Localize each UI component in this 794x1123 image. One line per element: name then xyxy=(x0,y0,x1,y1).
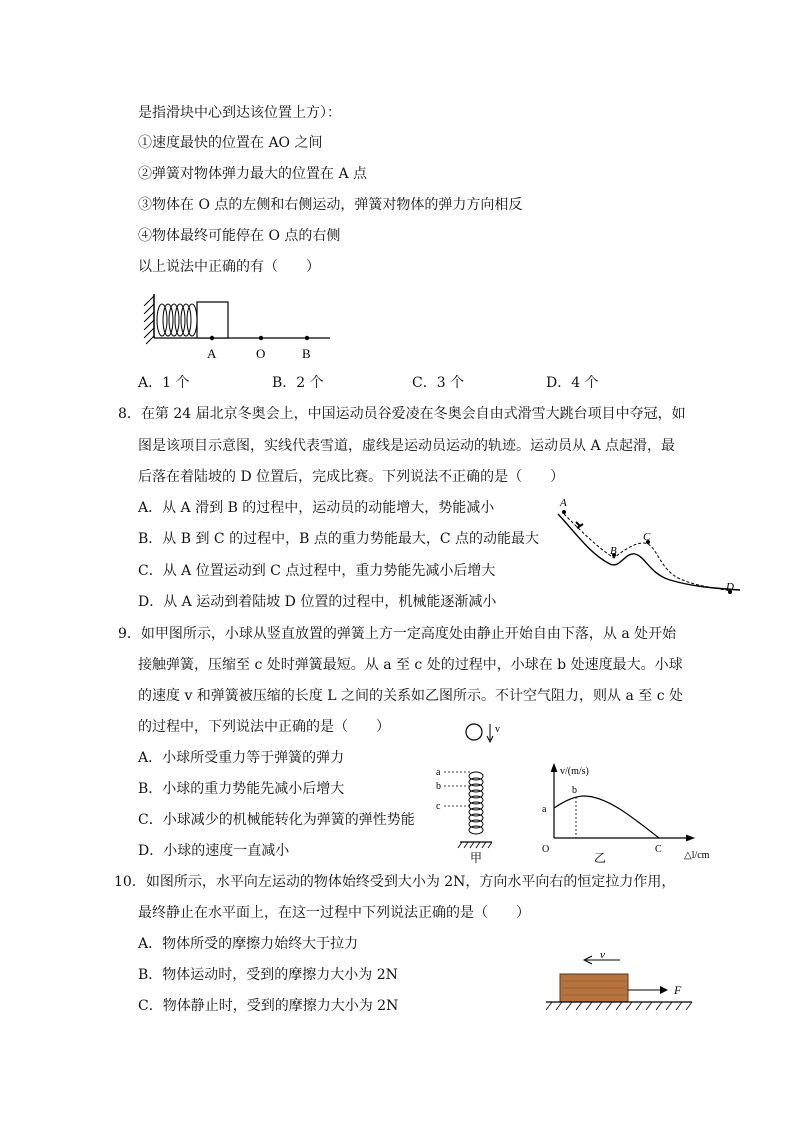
q8-line-1: 8．在第 24 届北京冬奥会上，中国运动员谷爱凌在冬奥会自由式滑雪大跳台项目中夺冠，如 xyxy=(118,406,686,422)
q8-label-c: C xyxy=(643,531,651,543)
q9-line-2: 接触弹簧，压缩至 c 处时弹簧最短。从 a 至 c 处的过程中，小球在 b 处速度最大。小球 xyxy=(138,657,683,673)
q9-option-d[interactable]: D．小球的速度一直减小 xyxy=(138,843,290,859)
q7-option-c[interactable]: C．3 个 xyxy=(412,375,465,391)
q9-jia-v: v xyxy=(495,724,500,735)
q9-jia-caption: 甲 xyxy=(470,851,483,865)
q7-label-b: B xyxy=(302,346,311,361)
q9-yi-a: a xyxy=(542,804,547,815)
q8-line-3: 后落在着陆坡的 D 位置后，完成比赛。下列说法不正确的是（ ） xyxy=(138,469,565,485)
q9-option-a[interactable]: A．小球所受重力等于弹簧的弹力 xyxy=(138,750,345,766)
q10-line-2: 最终静止在水平面上，在这一过程中下列说法正确的是（ ） xyxy=(138,905,530,921)
q8-option-b[interactable]: B．从 B 到 C 的过程中，B 点的重力势能最大，C 点的动能最大 xyxy=(138,531,539,547)
q8-ski-jump-figure xyxy=(550,492,750,606)
q7-statement-3: ③物体在 O 点的左侧和右侧运动，弹簧对物体的弹力方向相反 xyxy=(138,197,523,213)
q10-v-label: v xyxy=(600,949,605,961)
q9-option-c[interactable]: C．小球减少的机械能转化为弹簧的弹性势能 xyxy=(138,812,415,828)
q10-option-a[interactable]: A．物体所受的摩擦力始终大于拉力 xyxy=(138,936,359,952)
q7-option-a[interactable]: A．1 个 xyxy=(138,375,190,391)
q7-option-b[interactable]: B．2 个 xyxy=(272,375,324,391)
q8-option-a[interactable]: A．从 A 滑到 B 的过程中，运动员的动能增大，势能减小 xyxy=(138,500,495,516)
q8-option-d[interactable]: D．从 A 运动到着陆坡 D 位置的过程中，机械能逐渐减小 xyxy=(138,594,497,610)
q10-option-b[interactable]: B．物体运动时，受到的摩擦力大小为 2N xyxy=(138,967,398,983)
q9-jia-b: b xyxy=(436,781,441,792)
q9-jia-c: c xyxy=(436,801,441,812)
q10-block-figure xyxy=(540,948,700,1018)
q7-spring-figure xyxy=(140,288,340,366)
q7-statement-2: ②弹簧对物体弹力最大的位置在 A 点 xyxy=(138,166,368,182)
q8-option-c[interactable]: C．从 A 位置运动到 C 点过程中，重力势能先减小后增大 xyxy=(138,563,496,579)
q8-line-2: 图是该项目示意图，实线代表雪道，虚线是运动员运动的轨迹。运动员从 A 点起滑，最 xyxy=(138,438,676,454)
q10-line-1: 10．如图所示，水平向左运动的物体始终受到大小为 2N，方向水平向右的恒定拉力作用， xyxy=(114,874,676,890)
q9-option-b[interactable]: B．小球的重力势能先减小后增大 xyxy=(138,781,345,797)
q9-yi-c: C xyxy=(655,844,662,855)
q10-f-label: F xyxy=(674,983,682,997)
q7-ask: 以上说法中正确的有（ ） xyxy=(138,259,320,275)
q7-label-a: A xyxy=(207,346,217,361)
q9-line-4: 的过程中，下列说法中正确的是（ ） xyxy=(138,719,390,735)
q9-jia-spring-figure xyxy=(432,718,512,866)
q9-line-1: 9．如甲图所示，小球从竖直放置的弹簧上方一定高度处由静止开始自由下落，从 a 处开始 xyxy=(118,626,677,642)
q9-line-3: 的速度 v 和弹簧被压缩的长度 L 之间的关系如乙图所示。不计空气阻力，则从 a 至 c 处 xyxy=(138,688,683,704)
q8-label-d: D xyxy=(726,581,734,593)
q10-option-c[interactable]: C．物体静止时，受到的摩擦力大小为 2N xyxy=(138,998,399,1014)
q9-yi-xlabel: △l/cm xyxy=(684,850,710,861)
q9-yi-ylabel: v/(m/s) xyxy=(560,766,589,777)
q7-option-d[interactable]: D．4 个 xyxy=(546,375,599,391)
q7-statement-4: ④物体最终可能停在 O 点的右侧 xyxy=(138,228,341,244)
q9-yi-graph-figure xyxy=(536,760,726,870)
q8-label-b: B xyxy=(610,545,617,557)
q9-yi-origin: O xyxy=(542,844,550,855)
q8-label-a: A xyxy=(560,497,567,509)
q7-label-o: O xyxy=(256,346,266,361)
q7-lead: 是指滑块中心到达该位置上方）： xyxy=(138,105,341,121)
q9-yi-caption: 乙 xyxy=(594,851,607,865)
q9-yi-b: b xyxy=(572,785,577,796)
q9-jia-a: a xyxy=(436,767,441,778)
q7-statement-1: ①速度最快的位置在 AO 之间 xyxy=(138,135,323,151)
